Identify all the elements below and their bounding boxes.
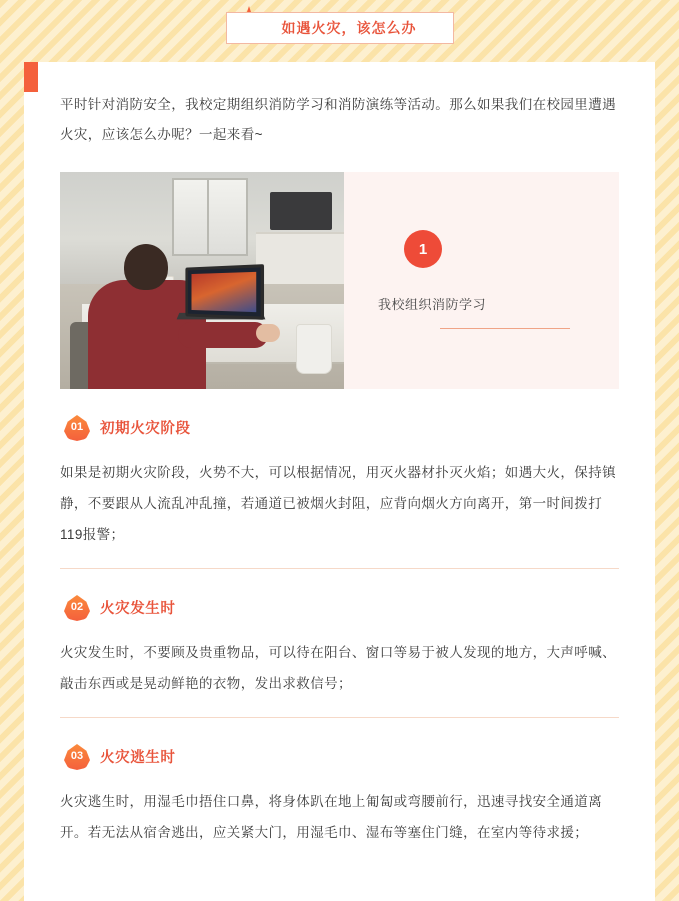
section-03 — [60, 734, 619, 848]
flame-icon — [64, 742, 90, 770]
section-02 — [60, 585, 619, 718]
section-header — [60, 585, 619, 627]
section-title: 火灾发生时 — [100, 600, 176, 617]
content-card — [24, 62, 655, 901]
section-header — [60, 405, 619, 447]
caption-underline — [440, 328, 570, 329]
section-01 — [60, 405, 619, 569]
figure-caption: 我校组织消防学习 — [378, 297, 487, 312]
section-number: 03 — [70, 750, 84, 762]
card-corner-accent — [24, 62, 38, 92]
figure-photo — [60, 172, 344, 389]
section-number: 01 — [70, 421, 84, 433]
section-divider — [60, 717, 619, 718]
page-banner — [0, 0, 679, 56]
section-title: 初期火灾阶段 — [100, 420, 191, 437]
section-number: 02 — [70, 601, 84, 613]
section-body: 火灾发生时，不要顾及贵重物品，可以待在阳台、窗口等易于被人发现的地方，大声呼喊、敲击东西或是晃动鲜艳的衣物，发出求救信号； — [60, 645, 616, 691]
flame-icon — [64, 593, 90, 621]
section-body: 如果是初期火灾阶段，火势不大，可以根据情况，用灭火器材扑灭火焰；如遇大火，保持镇静，不要跟从人流乱冲乱撞，若通道已被烟火封阻，应背向烟火方向离开，第一时间拨打119报警； — [60, 465, 616, 542]
flame-icon — [64, 413, 90, 441]
section-title: 火灾逃生时 — [100, 749, 176, 766]
page-title: 如遇火灾，该怎么办 — [281, 20, 417, 36]
intro-paragraph: 平时针对消防安全，我校定期组织消防学习和消防演练等活动。那么如果我们在校园里遭遇火灾，应该怎么办呢？一起来看~ — [60, 97, 616, 142]
figure-caption-box — [344, 172, 619, 389]
section-body: 火灾逃生时，用湿毛巾捂住口鼻，将身体趴在地上匍匐或弯腰前行，迅速寻找安全通道离开。若无法从宿舍逃出，应关紧大门，用湿毛巾、湿布等塞住门缝，在室内等待求援； — [60, 794, 603, 840]
section-divider — [60, 568, 619, 569]
banner-ribbon — [226, 12, 454, 44]
figure-number-badge: 1 — [404, 230, 442, 268]
figure-block — [60, 172, 619, 389]
section-header — [60, 734, 619, 776]
